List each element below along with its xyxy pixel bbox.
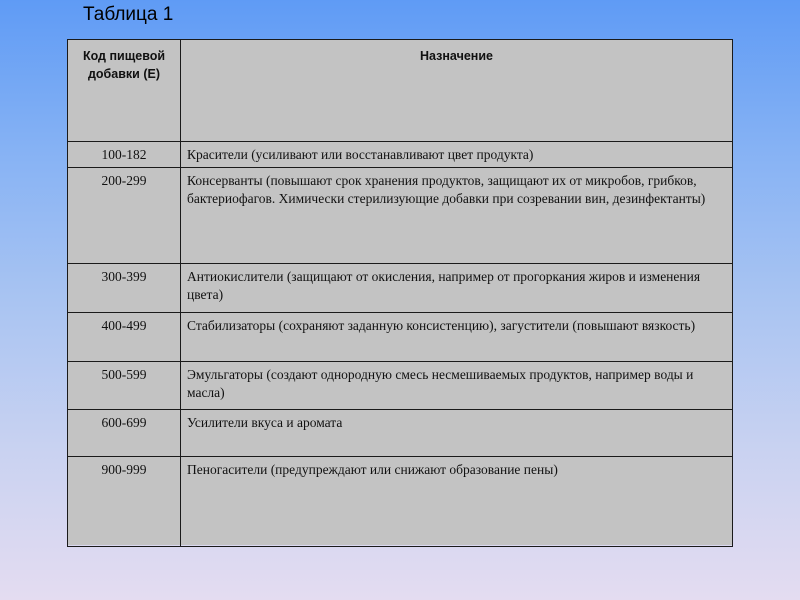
table-row bbox=[68, 457, 733, 547]
row-code: 500-599 bbox=[68, 362, 181, 410]
header-purpose: Назначение bbox=[181, 40, 733, 142]
table-row bbox=[68, 264, 733, 313]
row-code: 900-999 bbox=[68, 457, 181, 547]
table-row bbox=[68, 313, 733, 362]
row-purpose: Эмульгаторы (создают однородную смесь несмешиваемых продуктов, например воды и масла) bbox=[181, 362, 733, 410]
row-code: 100-182 bbox=[68, 142, 181, 168]
row-purpose: Стабилизаторы (сохраняют заданную консистенцию), загустители (повышают вязкость) bbox=[181, 313, 733, 362]
table-row bbox=[68, 168, 733, 264]
row-code: 400-499 bbox=[68, 313, 181, 362]
table-row bbox=[68, 362, 733, 410]
table-row bbox=[68, 142, 733, 168]
row-code: 200-299 bbox=[68, 168, 181, 264]
row-code: 300-399 bbox=[68, 264, 181, 313]
row-code: 600-699 bbox=[68, 410, 181, 457]
row-purpose: Консерванты (повышают срок хранения продуктов, защищают их от микробов, грибков, бактериофагов. Химически стерилизующие добавки при созревании вин, дезинфектанты) bbox=[181, 168, 733, 264]
table-row bbox=[68, 410, 733, 457]
row-purpose: Пеногасители (предупреждают или снижают образование пены) bbox=[181, 457, 733, 547]
header-code: Код пищевой добавки (Е) bbox=[68, 40, 181, 142]
row-purpose: Антиокислители (защищают от окисления, например от прогоркания жиров и изменения цвета) bbox=[181, 264, 733, 313]
food-additives-table bbox=[67, 39, 733, 545]
table-header-row bbox=[68, 40, 733, 142]
row-purpose: Усилители вкуса и аромата bbox=[181, 410, 733, 457]
row-purpose: Красители (усиливают или восстанавливают цвет продукта) bbox=[181, 142, 733, 168]
slide-title: Таблица 1 bbox=[83, 4, 174, 25]
